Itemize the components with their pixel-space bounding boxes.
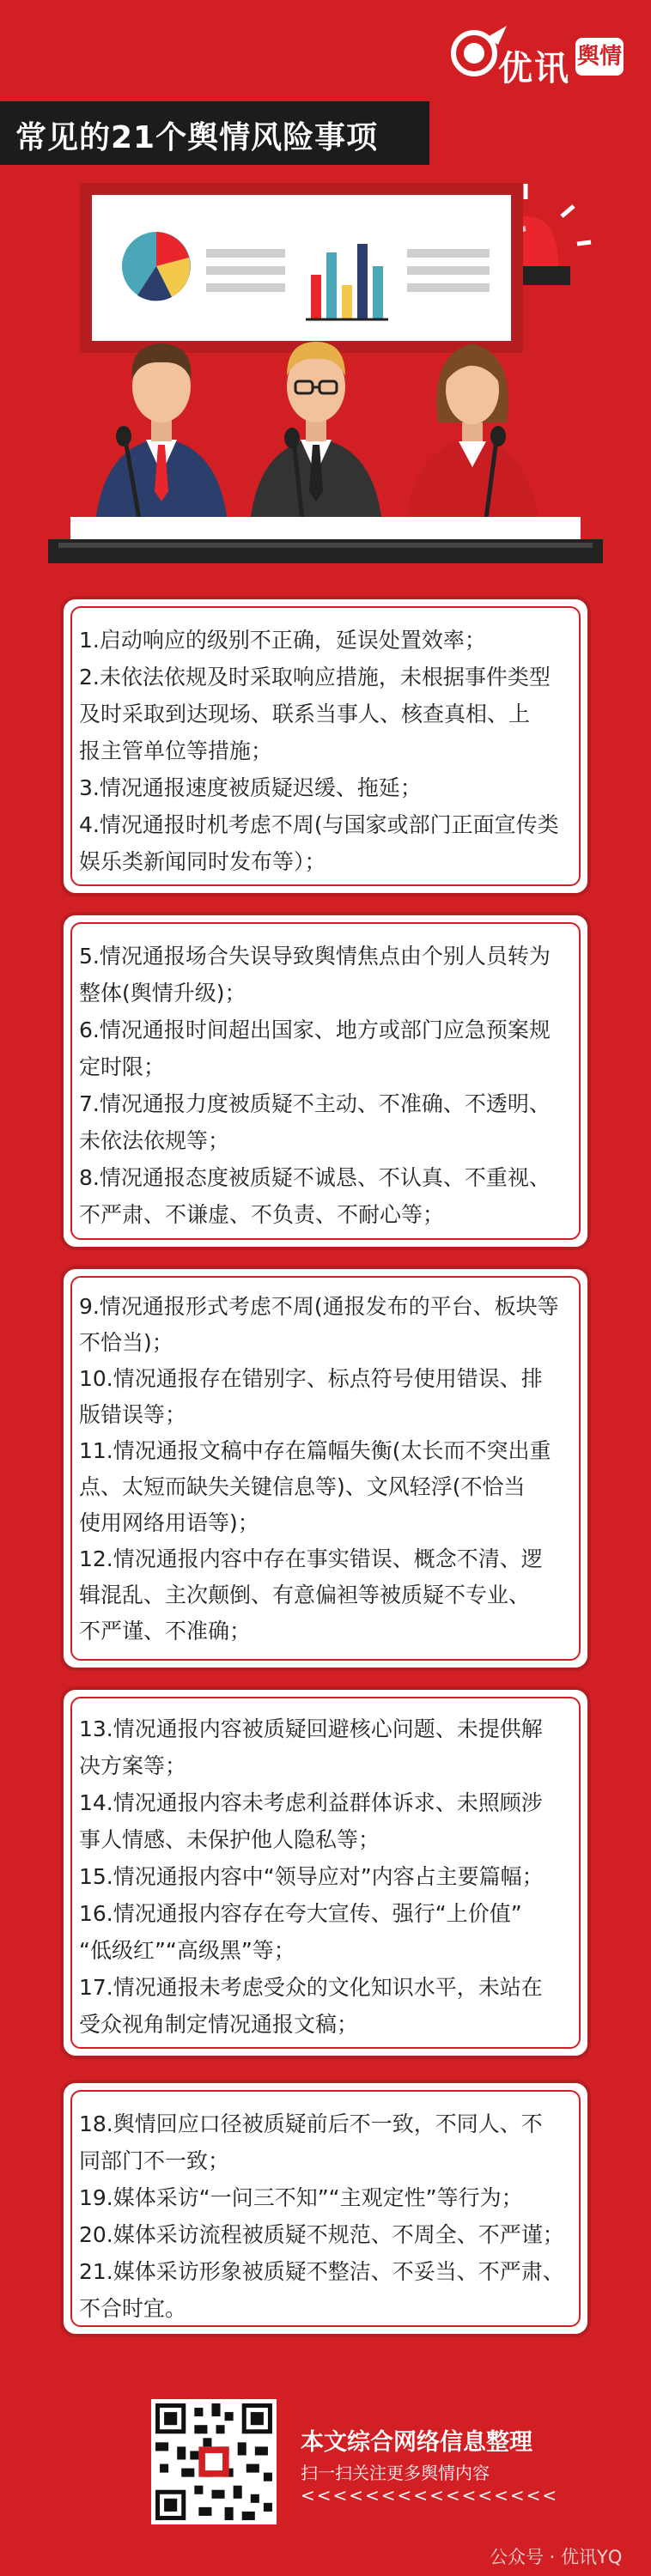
list-item: 受众视角制定情况通报文稿； xyxy=(79,2012,359,2037)
list-item: 18.舆情回应口径被质疑前后不一致，不同人、不 xyxy=(79,2111,543,2136)
desk-top xyxy=(70,517,581,539)
spokesperson-right-icon xyxy=(405,343,539,534)
list-item: 8.情况通报态度被质疑不诚恳、不认真、不重视、 xyxy=(79,1165,551,1190)
list-item: 20.媒体采访流程被质疑不规范、不周全、不严谨； xyxy=(79,2222,564,2247)
list-item: “低级红”“高级黑”等； xyxy=(79,1938,295,1963)
list-item: 9.情况通报形式考虑不周(通报发布的平台、板块等 xyxy=(79,1294,559,1319)
list-item: 6.情况通报时间超出国家、地方或部门应急预案规 xyxy=(79,1018,551,1042)
list-item: 7.情况通报力度被质疑不主动、不准确、不透明、 xyxy=(79,1091,551,1116)
title-bar xyxy=(0,101,429,165)
list-item: 13.情况通报内容被质疑回避核心问题、未提供解 xyxy=(79,1716,543,1741)
list-item: 不恰当)； xyxy=(79,1330,173,1355)
list-item: 16.情况通报内容存在夸大宣传、强行“上价值” xyxy=(79,1901,522,1926)
footer-title: 本文综合网络信息整理 xyxy=(301,2429,532,2456)
list-item: 使用网络用语等)； xyxy=(79,1510,259,1535)
list-item: 19.媒体采访“一问三不知”“主观定性”等行为； xyxy=(79,2185,523,2210)
list-item: 不严谨、不准确； xyxy=(79,1619,252,1643)
risk-card-1 xyxy=(60,596,591,896)
list-item: 版错误等； xyxy=(79,1402,187,1427)
press-conference-illustration xyxy=(0,165,651,577)
brand-name: 优讯 xyxy=(498,49,570,88)
list-item: 不合时宜。 xyxy=(79,2296,187,2321)
list-item: 及时采取到达现场、联系当事人、核查真相、上 xyxy=(79,702,531,726)
list-item: 11.情况通报文稿中存在篇幅失衡(太长而不突出重 xyxy=(79,1438,551,1463)
list-item: 定时限； xyxy=(79,1054,166,1079)
list-item: 12.情况通报内容中存在事实错误、概念不清、逻 xyxy=(79,1546,543,1571)
list-item: 17.情况通报未考虑受众的文化知识水平，未站在 xyxy=(79,1975,543,2000)
header xyxy=(0,0,651,101)
list-item: 14.情况通报内容未考虑利益群体诉求、未照顾涉 xyxy=(79,1790,543,1815)
list-item: 未依法依规等； xyxy=(79,1128,230,1153)
list-item: 2.未依法依规及时采取响应措施，未根据事件类型 xyxy=(79,665,551,690)
risk-card-5 xyxy=(60,2080,591,2337)
list-item: 3.情况通报速度被质疑迟缓、拖延； xyxy=(79,775,422,800)
wechat-account-label: 公众号 · 优讯YQ xyxy=(490,2547,623,2567)
list-item: 点、太短而缺失关键信息等)、文风轻浮(不恰当 xyxy=(79,1474,526,1499)
list-item: 整体(舆情升级)； xyxy=(79,981,246,1005)
spokesperson-left-icon xyxy=(94,343,228,534)
list-item: 15.情况通报内容中“领导应对”内容占主要篇幅； xyxy=(79,1864,544,1889)
spokesperson-middle-icon xyxy=(249,342,383,534)
list-item: 10.情况通报存在错别字、标点符号使用错误、排 xyxy=(79,1366,543,1391)
risk-card-2 xyxy=(60,912,591,1250)
pie-chart-icon xyxy=(122,232,191,301)
list-item: 5.情况通报场合失误导致舆情焦点由个别人员转为 xyxy=(79,944,551,969)
list-item: 21.媒体采访形象被质疑不整洁、不妥当、不严肃、 xyxy=(79,2259,564,2284)
brand-logo xyxy=(448,22,622,88)
list-item: 报主管单位等措施； xyxy=(79,738,273,763)
page-title: 常见的21个舆情风险事项 xyxy=(15,120,379,155)
list-item: 不严肃、不谦虚、不负责、不耐心等； xyxy=(79,1202,445,1227)
list-item: 4.情况通报时机考虑不周(与国家或部门正面宣传类 xyxy=(79,812,559,837)
risk-card-3 xyxy=(60,1266,591,1671)
risk-card-4 xyxy=(60,1686,591,2059)
list-item: 娱乐类新闻同时发布等）； xyxy=(79,849,326,874)
brand-badge: 舆情 xyxy=(575,38,624,76)
footer-subtitle: 扫一扫关注更多舆情内容 xyxy=(301,2463,490,2483)
list-item: 事人情感、未保护他人隐私等； xyxy=(79,1827,380,1852)
list-item: 1.启动响应的级别不正确，延误处置效率； xyxy=(79,628,486,653)
footer-arrows: <<<<<<<<<<<<<<<< xyxy=(301,2485,559,2506)
footer xyxy=(0,2370,651,2576)
list-item: 同部门不一致； xyxy=(79,2148,230,2173)
list-item: 决方案等； xyxy=(79,1753,187,1778)
list-item: 辑混乱、主次颠倒、有意偏袒等被质疑不专业、 xyxy=(79,1583,531,1607)
qr-code-icon[interactable] xyxy=(151,2399,277,2524)
